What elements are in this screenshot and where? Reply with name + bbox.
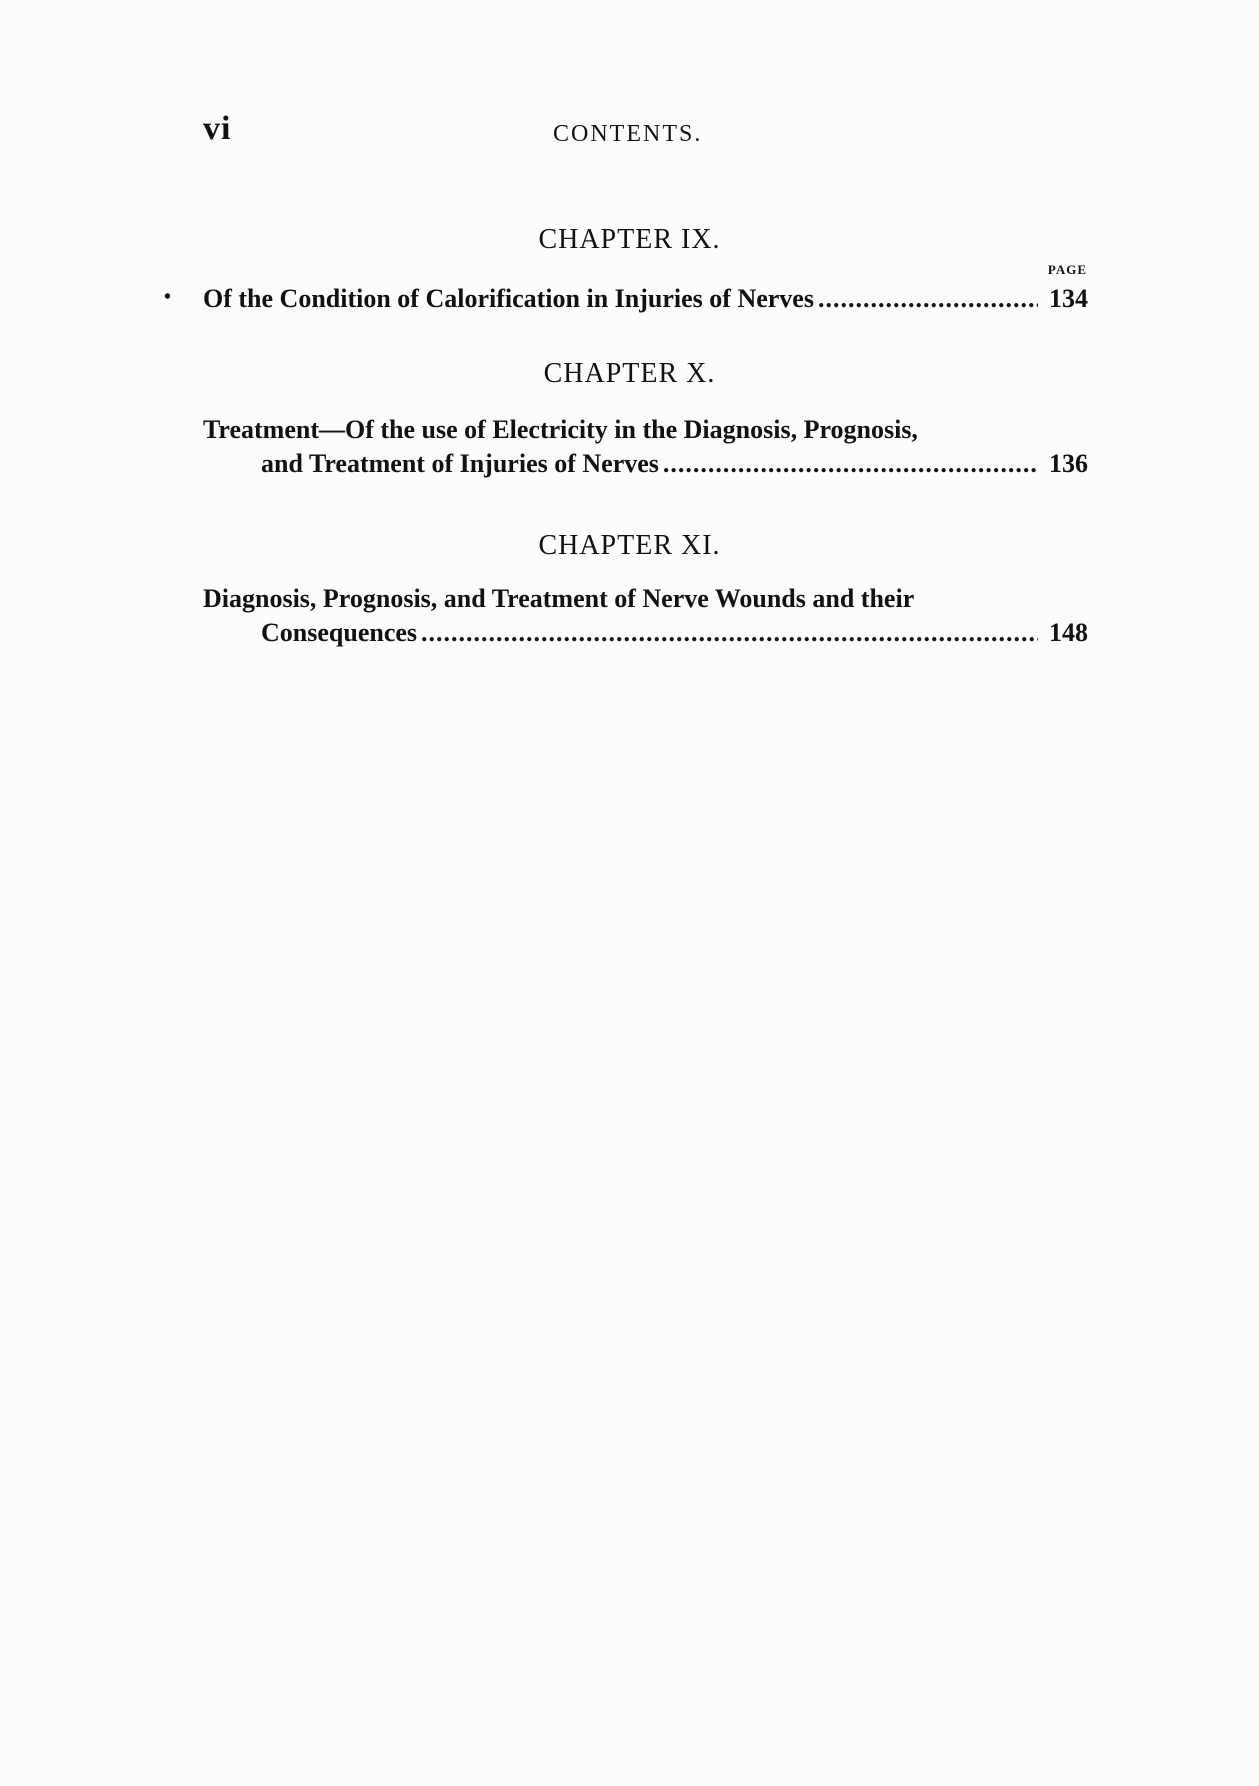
toc-entry <box>203 413 1088 481</box>
chapter-heading: CHAPTER XI. <box>538 530 721 561</box>
dot-leader <box>818 282 1038 316</box>
chapter-heading: CHAPTER X. <box>543 358 716 389</box>
toc-entry-title-continued: and Treatment of Injuries of Nerves <box>261 449 659 478</box>
margin-mark: • <box>164 286 172 308</box>
toc-entry-title-continued: Consequences <box>261 618 418 647</box>
toc-entry-line <box>203 616 1088 650</box>
toc-entry-line <box>203 413 1088 447</box>
toc-entry-line <box>203 282 1088 316</box>
toc-entry <box>203 582 1088 650</box>
dot-leader <box>663 447 1038 481</box>
dot-leader <box>421 616 1038 650</box>
toc-page-number: 148 <box>1049 618 1088 647</box>
page-folio: vi <box>203 110 232 147</box>
page-column-label: PAGE <box>1047 262 1087 277</box>
toc-entry-title: Diagnosis, Prognosis, and Treatment of Nerve Wounds and their <box>203 584 915 613</box>
toc-page-number: 134 <box>1049 284 1088 313</box>
toc-entry-title: Treatment—Of the use of Electricity in the Diagnosis, Prognosis, <box>203 415 918 444</box>
toc-entry-line <box>203 582 1088 616</box>
toc-entry-line <box>203 447 1088 481</box>
running-head: CONTENTS. <box>553 121 703 147</box>
toc-page-number: 136 <box>1049 449 1088 478</box>
toc-entry-title: Of the Condition of Calorification in Injuries of Nerves <box>203 284 814 313</box>
chapter-heading: CHAPTER IX. <box>538 224 721 255</box>
toc-entry <box>203 282 1088 316</box>
